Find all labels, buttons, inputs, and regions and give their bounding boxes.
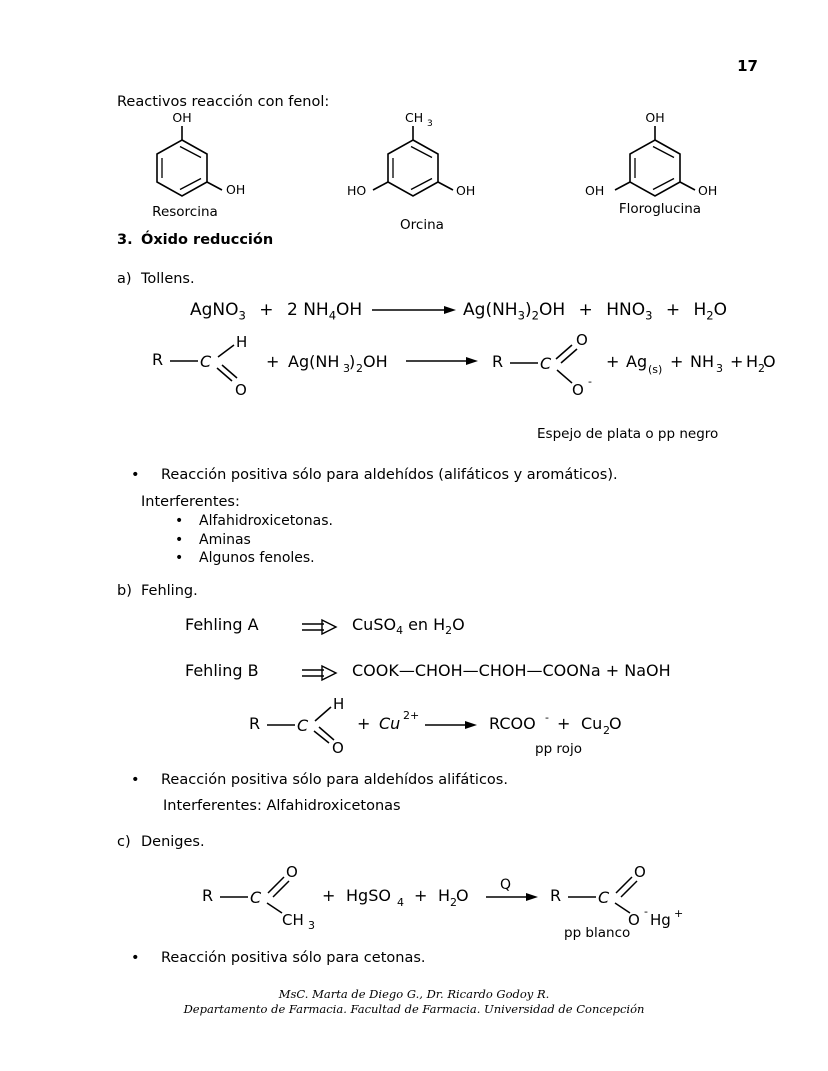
structure-resorcinol bbox=[140, 110, 270, 210]
structure-orcinol bbox=[345, 108, 505, 213]
eq-agno3: AgNO$_3$ bbox=[190, 300, 246, 323]
fehling-a-arrow bbox=[300, 619, 340, 635]
svg-text:Cu: Cu bbox=[379, 714, 401, 733]
tollens-bullet bbox=[131, 467, 618, 483]
svg-text:+: + bbox=[606, 352, 620, 371]
intro-text: Reactivos reacción con fenol: bbox=[117, 94, 330, 110]
svg-text:+: + bbox=[730, 352, 744, 371]
bullet-text: Reacción positiva sólo para cetonas. bbox=[161, 950, 426, 966]
item-title-deniges: Deniges. bbox=[141, 834, 205, 850]
svg-text:RCOO: RCOO bbox=[489, 714, 536, 733]
svg-text:O: O bbox=[572, 381, 584, 399]
tollens-equation-2 bbox=[148, 331, 776, 399]
svg-text:O: O bbox=[628, 911, 640, 929]
svg-text:3: 3 bbox=[427, 119, 433, 129]
fehling-a-name: Fehling A bbox=[185, 615, 259, 634]
item-label-c: c) bbox=[117, 834, 131, 850]
bullet-text: Reacción positiva sólo para aldehídos (alifáticos y aromáticos). bbox=[161, 467, 618, 483]
deniges-note: pp blanco bbox=[564, 925, 631, 941]
svg-text:H: H bbox=[333, 695, 345, 713]
bullet-icon: • bbox=[175, 513, 184, 529]
item-title-fehling: Fehling. bbox=[141, 583, 198, 599]
structure-caption-phloroglucinol: Floroglucina bbox=[618, 201, 702, 217]
svg-text:2+: 2+ bbox=[403, 709, 420, 722]
tollens-equation-1 bbox=[190, 300, 727, 322]
svg-text:+: + bbox=[670, 352, 684, 371]
svg-text:-: - bbox=[644, 905, 648, 918]
bullet-icon: • bbox=[131, 467, 140, 483]
footer-line-2: Departamento de Farmacia. Facultad de Farmacia. Universidad de Concepción bbox=[183, 1002, 645, 1016]
svg-text:2: 2 bbox=[758, 362, 765, 375]
svg-text:4: 4 bbox=[397, 896, 404, 909]
svg-text:2: 2 bbox=[603, 724, 610, 737]
svg-text:R: R bbox=[202, 886, 214, 905]
bullet-icon: • bbox=[175, 550, 184, 566]
svg-text:R: R bbox=[152, 350, 164, 369]
svg-text:Q: Q bbox=[500, 877, 512, 893]
svg-text:C: C bbox=[250, 888, 262, 907]
bullet-icon: • bbox=[131, 772, 140, 788]
fehling-b-value: COOK—CHOH—CHOH—COONa + NaOH bbox=[352, 661, 671, 680]
svg-text:NH: NH bbox=[690, 352, 714, 371]
svg-text:Hg: Hg bbox=[650, 911, 671, 929]
eq-h2o: $H_2O$ bbox=[693, 300, 728, 323]
svg-text:C: C bbox=[200, 352, 212, 371]
svg-text:3: 3 bbox=[716, 362, 723, 375]
svg-text:2: 2 bbox=[356, 362, 363, 375]
svg-text:C: C bbox=[540, 354, 552, 373]
svg-text:O: O bbox=[763, 352, 776, 371]
fehling-note: pp rojo bbox=[535, 741, 582, 757]
svg-text:H: H bbox=[236, 333, 248, 351]
bullet-icon: • bbox=[175, 532, 184, 548]
svg-text:-: - bbox=[588, 375, 592, 388]
svg-text:OH: OH bbox=[226, 182, 246, 197]
deniges-equation bbox=[198, 855, 718, 932]
fehling-interferents: Interferentes: Alfahidroxicetonas bbox=[163, 798, 401, 814]
svg-text:): ) bbox=[349, 352, 356, 371]
interferent-text: Algunos fenoles. bbox=[199, 550, 315, 566]
bullet-icon: • bbox=[131, 950, 140, 966]
eq-agnh32oh: $Ag(NH_3)_2OH$ bbox=[463, 300, 566, 323]
interferent-text: Aminas bbox=[199, 532, 251, 548]
structure-caption-orcinol: Orcina bbox=[400, 217, 444, 233]
svg-text:OH: OH bbox=[645, 110, 665, 125]
item-title-tollens: Tollens. bbox=[141, 271, 195, 287]
svg-text:3: 3 bbox=[343, 362, 350, 375]
fehling-bullet bbox=[131, 772, 508, 788]
reaction-arrow-1 bbox=[368, 304, 458, 316]
section-number: 3. bbox=[117, 232, 133, 248]
svg-text:+: + bbox=[414, 886, 428, 905]
page-number: 17 bbox=[737, 57, 758, 75]
eq-coef: 2 bbox=[286, 300, 298, 320]
svg-text:R: R bbox=[492, 352, 504, 371]
svg-text:O: O bbox=[332, 739, 344, 757]
fehling-b-name: Fehling B bbox=[185, 661, 259, 680]
structure-phloroglucinol bbox=[575, 110, 740, 210]
svg-text:CH: CH bbox=[405, 110, 424, 125]
structure-caption-resorcinol: Resorcina bbox=[152, 204, 218, 220]
fehling-b-arrow bbox=[300, 665, 340, 681]
svg-text:OH: OH bbox=[585, 183, 605, 198]
svg-text:O: O bbox=[634, 863, 646, 881]
item-label-a: a) bbox=[117, 271, 132, 287]
fehling-equation bbox=[245, 695, 665, 755]
tollens-interferent-1 bbox=[175, 532, 251, 548]
svg-text:Ag: Ag bbox=[626, 352, 648, 371]
svg-text:R: R bbox=[550, 886, 562, 905]
svg-text:OH: OH bbox=[698, 183, 718, 198]
deniges-bullet bbox=[131, 950, 426, 966]
svg-text:Ag(NH: Ag(NH bbox=[288, 352, 340, 371]
svg-text:+: + bbox=[557, 714, 571, 733]
tollens-interferents-label: Interferentes: bbox=[141, 494, 240, 510]
svg-text:R: R bbox=[249, 714, 261, 733]
tollens-interferent-0 bbox=[175, 513, 333, 529]
item-label-b: b) bbox=[117, 583, 132, 599]
svg-text:(s): (s) bbox=[648, 363, 663, 376]
eq-plus: + bbox=[665, 300, 681, 320]
svg-text:OH: OH bbox=[363, 352, 388, 371]
eq-plus: + bbox=[259, 300, 274, 320]
svg-text:H: H bbox=[438, 886, 451, 905]
svg-text:O: O bbox=[456, 886, 469, 905]
eq-hno3: $HNO_3$ bbox=[606, 300, 653, 323]
svg-text:C: C bbox=[598, 888, 610, 907]
svg-text:O: O bbox=[235, 381, 247, 399]
svg-text:O: O bbox=[286, 863, 298, 881]
footer-line-1: MsC. Marta de Diego G., Dr. Ricardo Godoy R. bbox=[278, 987, 550, 1001]
svg-text:HgSO: HgSO bbox=[346, 886, 391, 905]
svg-text:-: - bbox=[545, 711, 549, 724]
svg-text:OH: OH bbox=[456, 183, 476, 198]
tollens-note: Espejo de plata o pp negro bbox=[537, 426, 719, 442]
svg-text:H: H bbox=[746, 352, 759, 371]
section-title: Óxido reducción bbox=[141, 232, 274, 248]
eq-plus: + bbox=[578, 300, 593, 320]
svg-text:+: + bbox=[674, 907, 684, 920]
svg-text:+: + bbox=[266, 352, 280, 371]
svg-text:C: C bbox=[297, 716, 309, 735]
svg-text:CH: CH bbox=[282, 911, 304, 929]
interferent-text: Alfahidroxicetonas. bbox=[199, 513, 333, 529]
bullet-text: Reacción positiva sólo para aldehídos alifáticos. bbox=[161, 772, 508, 788]
svg-text:3: 3 bbox=[308, 919, 315, 932]
svg-text:O: O bbox=[576, 331, 588, 349]
fehling-a-value: CuSO$_4$ en $H_2O$ bbox=[352, 615, 465, 638]
eq-nh4oh: $NH_4OH$ bbox=[303, 300, 363, 323]
svg-text:OH: OH bbox=[172, 110, 192, 125]
tollens-interferent-2 bbox=[175, 550, 315, 566]
svg-text:HO: HO bbox=[347, 183, 367, 198]
svg-text:O: O bbox=[609, 714, 622, 733]
svg-text:+: + bbox=[357, 714, 371, 733]
svg-text:2: 2 bbox=[450, 896, 457, 909]
svg-text:+: + bbox=[322, 886, 336, 905]
svg-text:Cu: Cu bbox=[581, 714, 603, 733]
